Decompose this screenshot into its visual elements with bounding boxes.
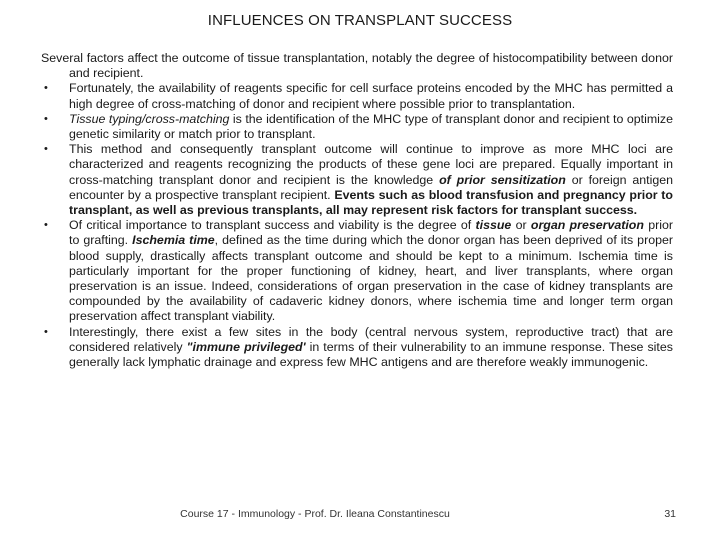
term-tissue-typing: Tissue typing/cross-matching bbox=[69, 111, 230, 126]
bullet-item bbox=[41, 142, 673, 218]
bullet-text: This method and consequently transplant outcome will continue to improve as more MHC loci are characterized and reagents recognizing the products of these gene loci are prepared. Equally important in cross-matching transplant donor and recipient is the knowledge bbox=[69, 142, 673, 187]
slide-title: INFLUENCES ON TRANSPLANT SUCCESS bbox=[207, 12, 513, 29]
bullet-text: or foreign antigen encounter by a prospective transplant recipient. bbox=[69, 172, 674, 202]
bullet-text: or bbox=[511, 218, 531, 233]
slide-body bbox=[41, 51, 673, 370]
bullet-icon: • bbox=[44, 325, 48, 338]
bullet-text: in terms of their vulnerability to an immune response. These sites generally lack lymphatic drainage and express few MHC antigens and are therefore weakly immunogenic. bbox=[69, 339, 673, 370]
bullet-icon: • bbox=[44, 112, 48, 125]
term-ischemia-time: Ischemia time bbox=[132, 233, 215, 248]
term-organ-preservation: organ preservation bbox=[530, 218, 644, 233]
bullet-text: , defined as the time during which the donor organ has been deprived of its proper blood supply, drastically affects transplant outcome and should be kept to a minimum. Ischemia time is particularly important for the proper functioning of kidney, heart, and liver transplants, where organ preservation is an issue. Indeed, considerations of organ preservation in the case of kidney transplants are compounded by the availability of cadaveric kidney donors, where ischemia time and longer term organ preservation affect transplant viability. bbox=[69, 233, 673, 324]
risk-factors-text: Events such as blood transfusion and pregnancy prior to transplant, as well as previous transplants, all may represent risk factors for transplant success. bbox=[69, 187, 673, 218]
page-number: 31 bbox=[664, 508, 676, 520]
bullet-icon: • bbox=[44, 82, 48, 95]
intro-paragraph: Several factors affect the outcome of tissue transplantation, notably the degree of histocompatibility between donor and recipient. bbox=[41, 51, 673, 81]
bullet-item bbox=[41, 325, 673, 371]
term-tissue: tissue bbox=[475, 218, 512, 233]
bullet-item bbox=[41, 218, 673, 324]
bullet-text: Fortunately, the availability of reagents specific for cell surface proteins encoded by the MHC has permitted a high degree of cross-matching of donor and recipient where possible prior to transplantation. bbox=[69, 81, 673, 111]
term-immune-privileged: "immune privileged' bbox=[186, 339, 306, 354]
bullet-icon: • bbox=[44, 219, 48, 232]
bullet-item bbox=[41, 112, 673, 142]
bullet-text: is the identification of the MHC type of transplant donor and recipient to optimize genetic similarity or match prior to transplant. bbox=[69, 111, 673, 142]
bullet-text: Interestingly, there exist a few sites in the body (central nervous system, reproductive tract) that are considered relatively bbox=[69, 324, 673, 354]
footer-course-info: Course 17 - Immunology - Prof. Dr. Ileana Constantinescu bbox=[180, 508, 450, 520]
term-prior-sensitization: of prior sensitization bbox=[439, 172, 566, 187]
bullet-text: prior to grafting. bbox=[69, 218, 673, 248]
bullet-text: Of critical importance to transplant success and viability is the degree of bbox=[69, 218, 476, 233]
bullet-icon: • bbox=[44, 143, 48, 156]
bullet-item bbox=[41, 81, 673, 111]
